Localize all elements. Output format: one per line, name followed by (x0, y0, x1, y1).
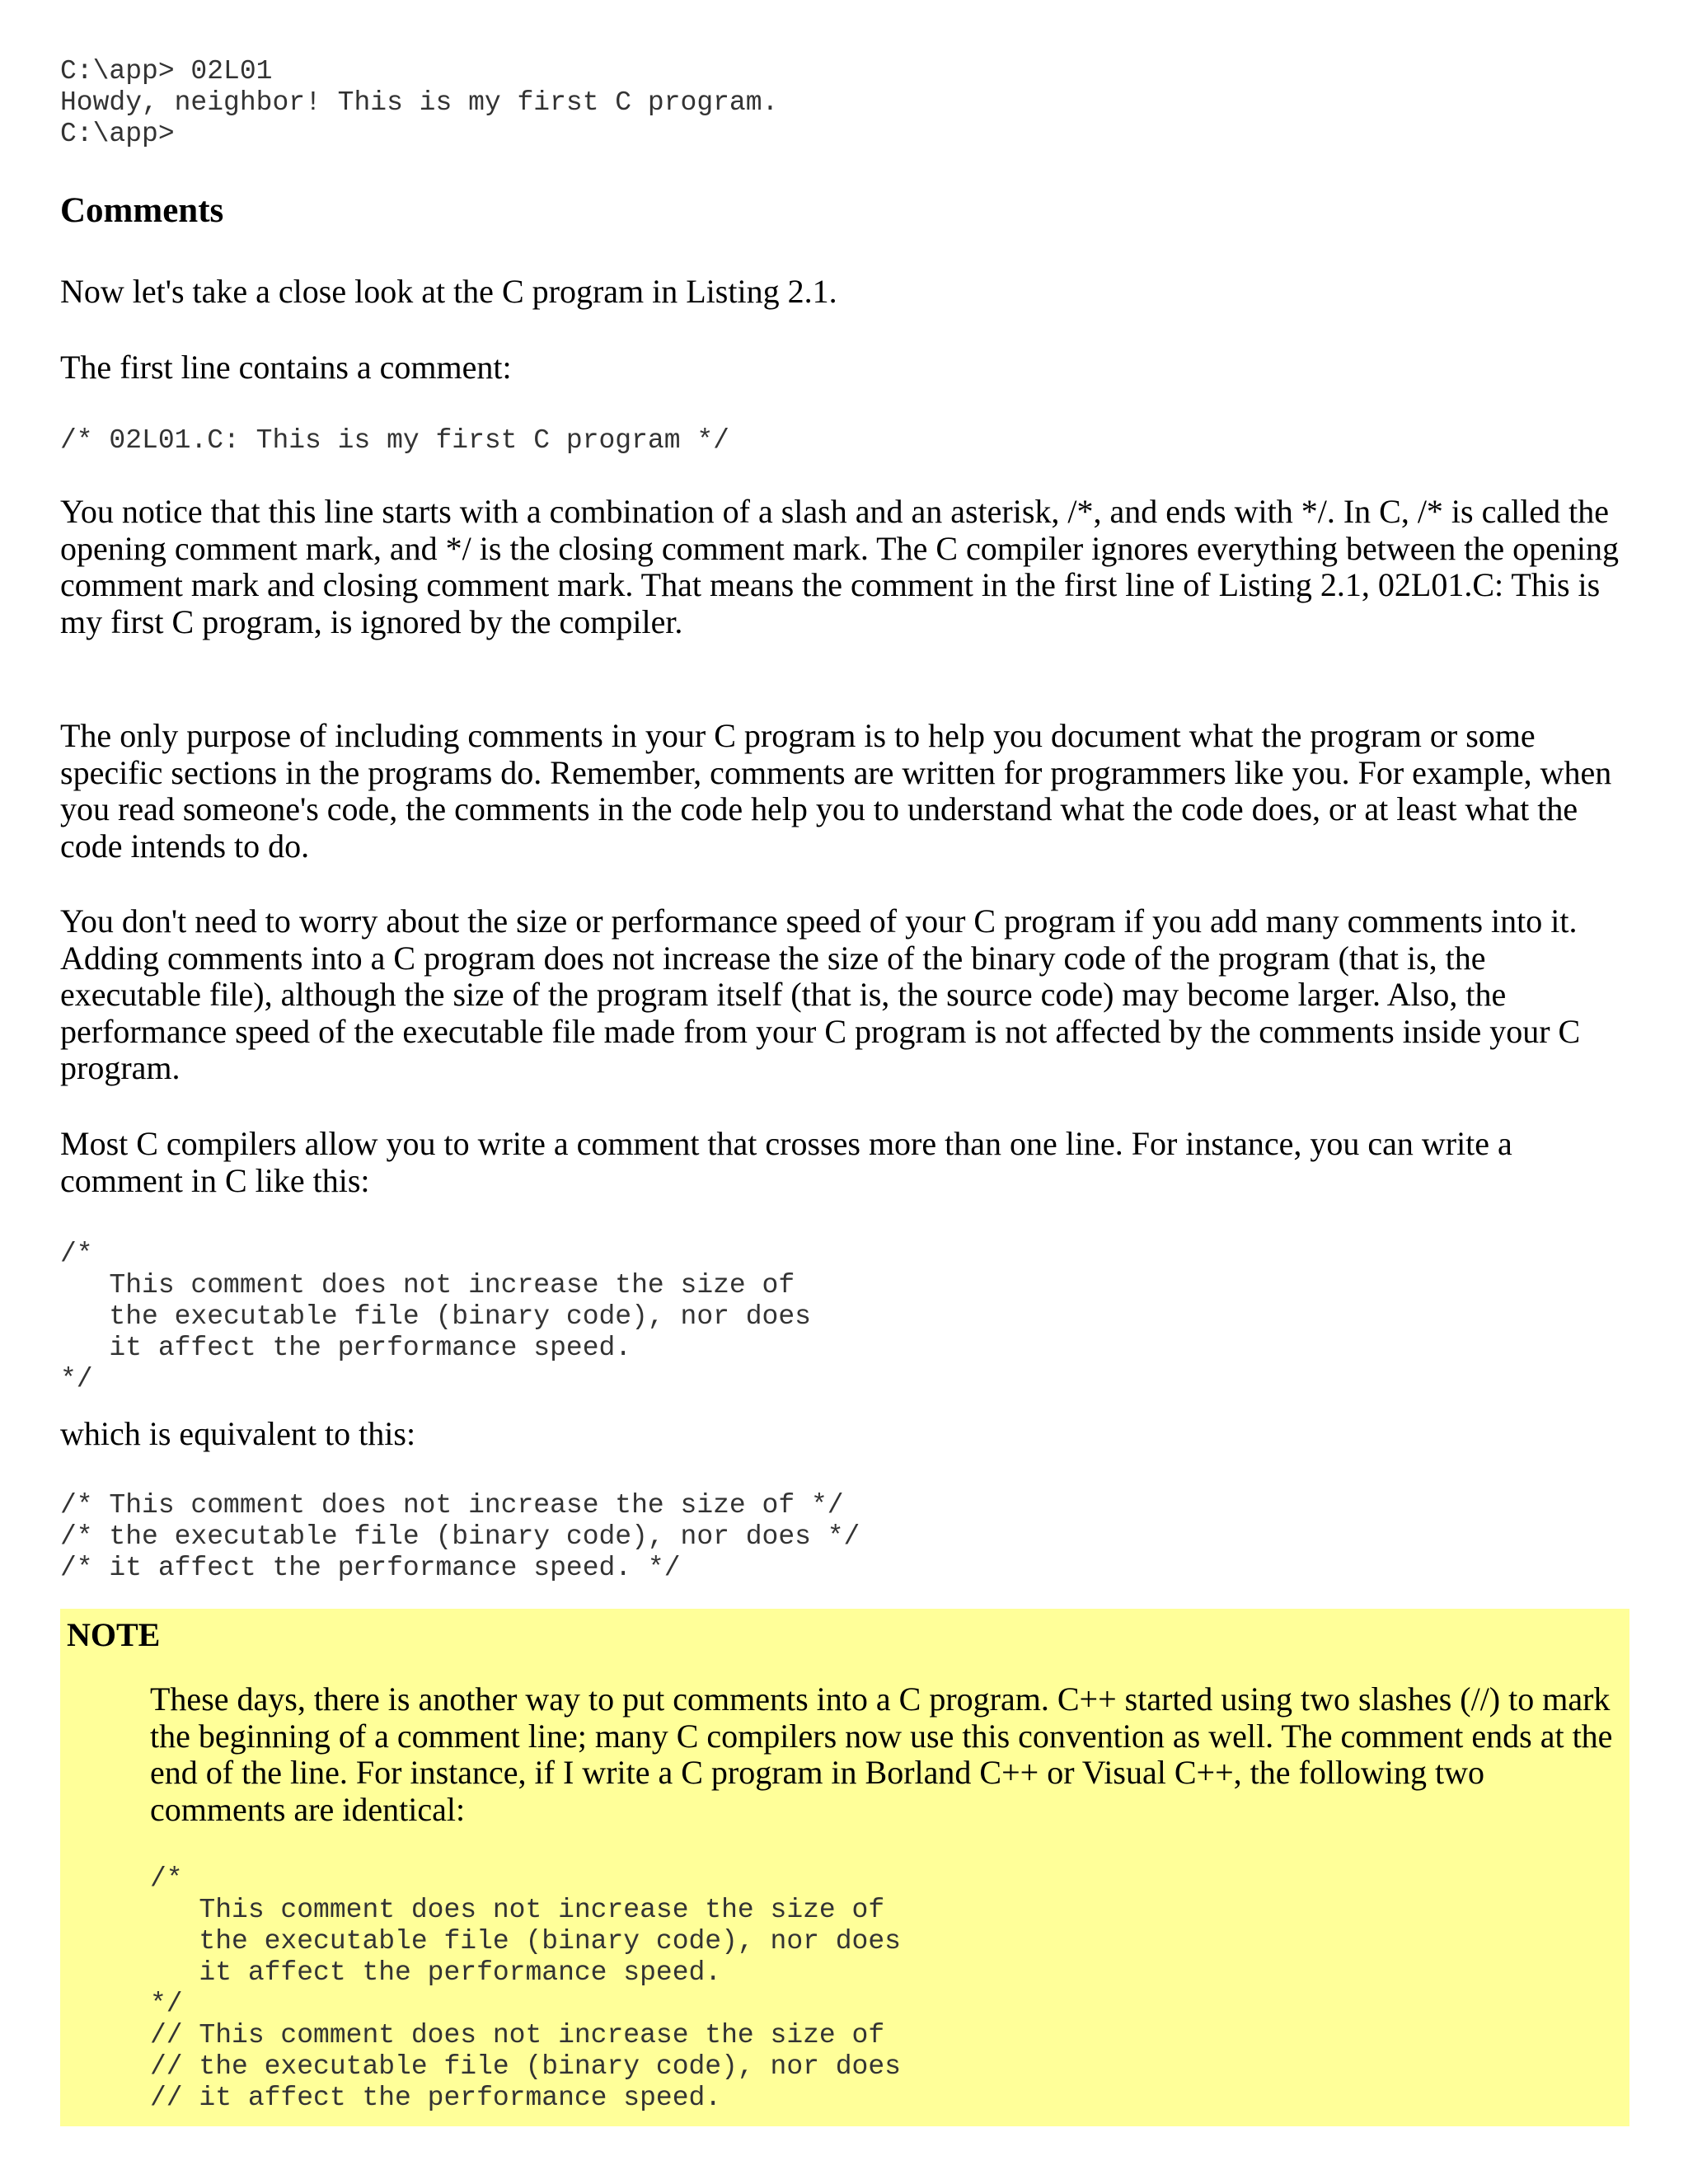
paragraph-equivalent: which is equivalent to this: (60, 1415, 416, 1452)
paragraph-size-performance: You don't need to worry about the size or performance speed of your C program if you add many comments into it. Adding comments into a C program does not increase the size of the binary code of the program (that is, the executable file), although the size of the program itself (that is, the source code) may become larger. Also, the performance speed of the executable file made from your C program is not affected by the comments inside your C program. (60, 902, 1581, 1086)
note-code: /* This comment does not increase the size of the executable file (binary code), nor does it affect the performance speed. */ // This comment does not increase the size of // the executable file (binary code), nor does // it affect the performance speed. (150, 1863, 901, 2113)
code-multiline-comment: /* This comment does not increase the size of the executable file (binary code), nor does it affect the performance speed. */ (60, 1239, 811, 1394)
note-box (60, 1609, 1629, 2126)
paragraph-multiline: Most C compilers allow you to write a comment that crosses more than one line. For instance, you can write a comment in C like this: (60, 1125, 1512, 1199)
note-text: These days, there is another way to put comments into a C program. C++ started using two slashes (//) to mark the beginning of a comment line; many C compilers now use this convention as well. The comment ends at the end of the line. For instance, if I write a C program in Borland C++ or Visual C++, the following two comments are identical: (150, 1680, 1613, 1828)
note-title: NOTE (67, 1616, 161, 1653)
code-first-line-comment: /* 02L01.C: This is my first C program */ (60, 425, 729, 456)
paragraph-intro: Now let's take a close look at the C program in Listing 2.1. (60, 273, 837, 310)
section-title: Comments (60, 191, 224, 230)
code-single-line-comments: /* This comment does not increase the size of */ /* the executable file (binary code), nor does */ /* it affect the performance speed. */ (60, 1490, 860, 1583)
note-body (150, 1681, 1617, 2114)
console-output: C:\app> 02L01 Howdy, neighbor! This is my first C program. C:\app> (60, 56, 779, 149)
paragraph-first-line: The first line contains a comment: (60, 349, 512, 386)
paragraph-purpose: The only purpose of including comments in your C program is to help you document what the program or some specific sections in the programs do. Remember, comments are written for programmers like you. For example, when you read someone's code, the comments in the code help you to understand what the code does, or at least what the code intends to do. (60, 717, 1612, 865)
paragraph-comment-marks: You notice that this line starts with a combination of a slash and an asterisk, /*, and ends with */. In C, /* is called the opening comment mark, and */ is the closing comment mark. The C compiler ignores everything between the opening comment mark and closing comment mark. That means the comment in the first line of Listing 2.1, 02L01.C: This is my first C program, is ignored by the compiler. (60, 493, 1620, 640)
